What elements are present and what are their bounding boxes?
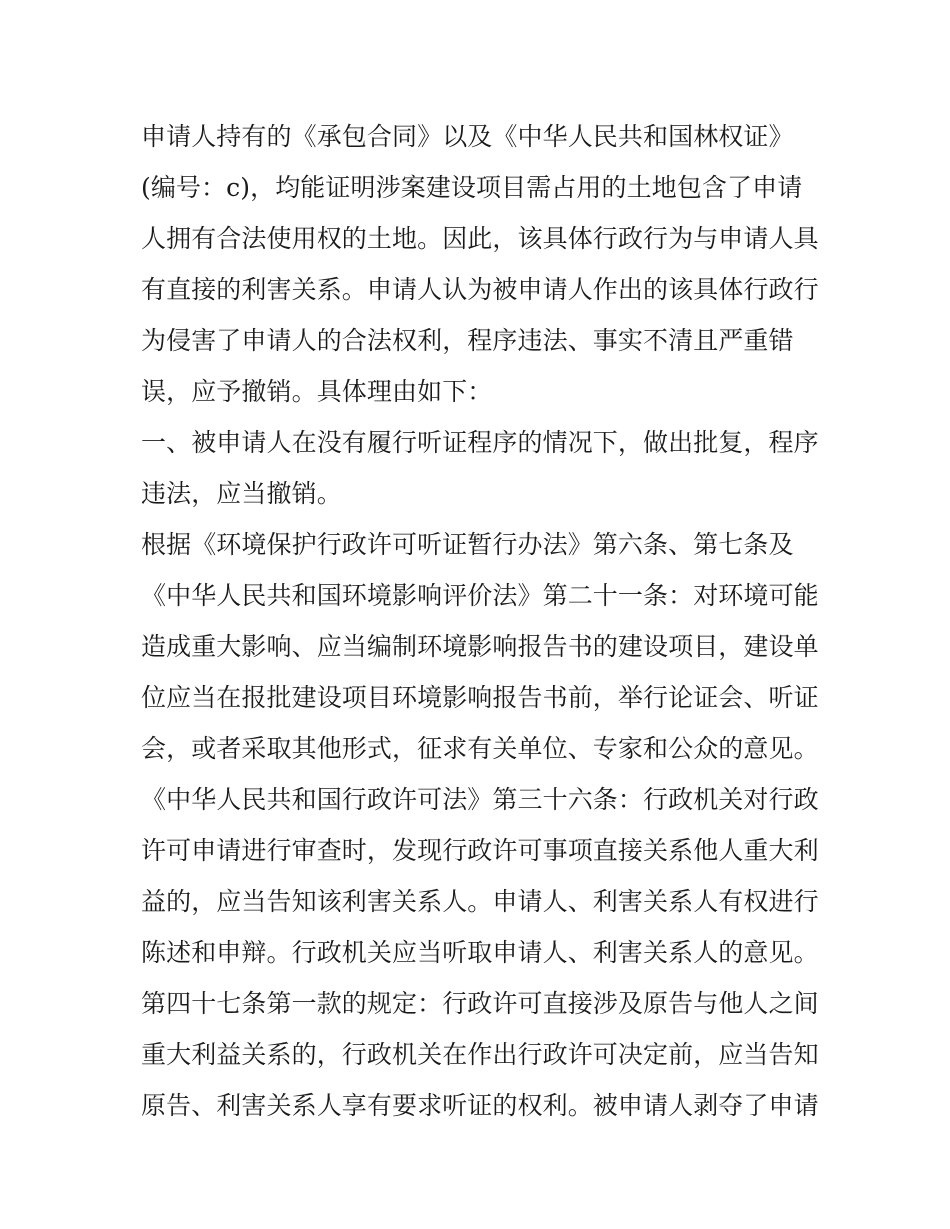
text-line: 申请人持有的《承包合同》以及《中华人民共和国林权证》 [141, 122, 794, 151]
text-line: 《中华人民共和国行政许可法》第三十六条：行政机关对行政 [141, 785, 819, 814]
text-line: 位应当在报批建设项目环境影响报告书前，举行论证会、听证 [141, 683, 819, 712]
text-line: 误，应予撤销。具体理由如下： [141, 377, 493, 406]
text-line: 重大利益关系的，行政机关在作出行政许可决定前，应当告知 [141, 1040, 819, 1069]
text-line: 人拥有合法使用权的土地。因此，该具体行政行为与申请人具 [141, 224, 819, 253]
text-line: 许可申请进行审查时，发现行政许可事项直接关系他人重大利 [141, 836, 819, 865]
text-line: (编号：c)，均能证明涉案建设项目需占用的土地包含了申请 [141, 173, 803, 202]
text-line: 根据《环境保护行政许可听证暂行办法》第六条、第七条及 [141, 530, 794, 559]
section-heading-line: 一、被申请人在没有履行听证程序的情况下，做出批复，程序 [141, 428, 819, 457]
text-line: 益的，应当告知该利害关系人。申请人、利害关系人有权进行 [141, 887, 819, 916]
text-line: 《中华人民共和国环境影响评价法》第二十一条：对环境可能 [141, 581, 819, 610]
document-body [141, 111, 821, 1131]
text-line: 造成重大影响、应当编制环境影响报告书的建设项目，建设单 [141, 632, 819, 661]
text-line: 原告、利害关系人享有要求听证的权利。被申请人剥夺了申请 [141, 1091, 819, 1120]
section-heading-line: 违法，应当撤销。 [141, 479, 342, 508]
text-line: 有直接的利害关系。申请人认为被申请人作出的该具体行政行 [141, 275, 819, 304]
text-line: 陈述和申辩。行政机关应当听取申请人、利害关系人的意见。 [141, 938, 819, 967]
text-line: 第四十七条第一款的规定：行政许可直接涉及原告与他人之间 [141, 989, 819, 1018]
text-line: 会，或者采取其他形式，征求有关单位、专家和公众的意见。 [141, 734, 819, 763]
text-line: 为侵害了申请人的合法权利，程序违法、事实不清且严重错 [141, 326, 794, 355]
